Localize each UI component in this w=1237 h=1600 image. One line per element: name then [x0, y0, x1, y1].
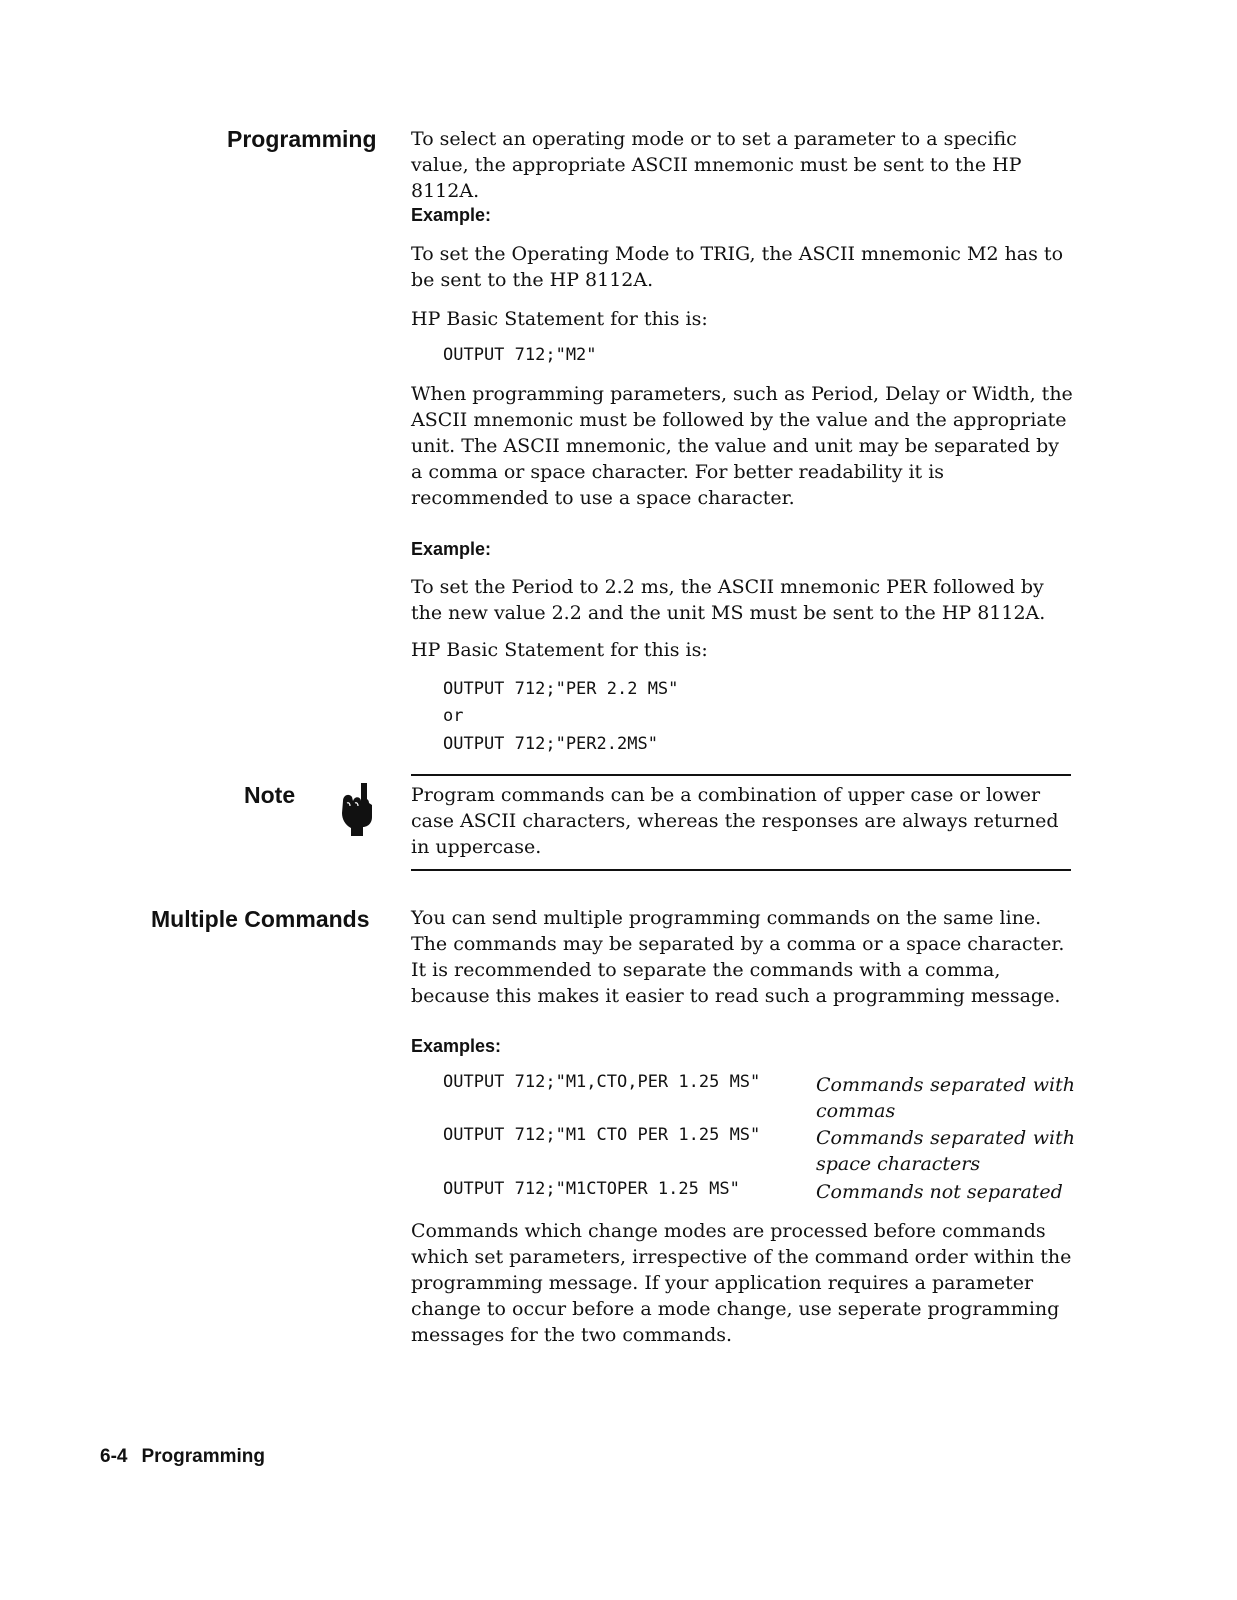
code-or: or — [443, 706, 464, 726]
note-text — [411, 782, 1071, 860]
example-code: OUTPUT 712;"M1,CTO,PER 1.25 MS" — [443, 1072, 761, 1092]
multiple-commands-intro-text: You can send multiple programming commands on the same line. The commands may be separated by a comma or a space character. It is recommended to separate the commands with a comma, because this makes it easier to read such a programming message. — [411, 907, 1065, 1007]
note-text-body: Program commands can be a combination of upper case or lower case ASCII characters, whereas the responses are always returned in uppercase. — [411, 784, 1059, 858]
footer-section: Programming — [141, 1446, 265, 1467]
example-label-1: Example: — [411, 205, 492, 225]
example-text-2-body: To set the Period to 2.2 ms, the ASCII mnemonic PER followed by the new value 2.2 and the unit MS must be sent to the HP 8112A. — [411, 576, 1046, 624]
pointing-hand-icon — [339, 781, 375, 842]
programming-intro — [411, 126, 1076, 204]
basic-statement-label-1-text: HP Basic Statement for this is: — [411, 308, 708, 330]
code-per-compact: OUTPUT 712;"PER2.2MS" — [443, 734, 658, 754]
example-text-1 — [411, 241, 1076, 293]
multiple-commands-intro — [411, 905, 1076, 1009]
note-bottom-rule — [411, 869, 1071, 871]
example-description: Commands not separated — [816, 1181, 1063, 1203]
basic-statement-label-1 — [411, 306, 1076, 332]
params-paragraph-text: When programming parameters, such as Period, Delay or Width, the ASCII mnemonic must be followed by the value and the appropriate unit. The ASCII mnemonic, the value and unit may be separated by a comma or space character. For better readability it is recommended to use a space character. — [411, 383, 1073, 509]
example-code: OUTPUT 712;"M1 CTO PER 1.25 MS" — [443, 1125, 761, 1145]
basic-statement-label-2-text: HP Basic Statement for this is: — [411, 639, 708, 661]
closing-paragraph-text: Commands which change modes are processed before commands which set parameters, irrespective of the command order within the programming message. If your application requires a parameter change to occur before a mode change, use seperate programming messages for the two commands. — [411, 1220, 1072, 1346]
params-paragraph — [411, 381, 1076, 511]
page-footer — [100, 1446, 279, 1468]
examples-label: Examples: — [411, 1036, 502, 1056]
programming-intro-text: To select an operating mode or to set a parameter to a specific value, the appropriate ASCII mnemonic must be sent to the HP 8112A. — [411, 128, 1022, 202]
example-text-2 — [411, 574, 1076, 626]
page-number: 6-4 — [100, 1446, 128, 1467]
example-code: OUTPUT 712;"M1CTOPER 1.25 MS" — [443, 1179, 740, 1199]
example-description: Commands separated with commas — [816, 1074, 1075, 1122]
example-text-1-body: To set the Operating Mode to TRIG, the ASCII mnemonic M2 has to be sent to the HP 8112A. — [411, 243, 1064, 291]
example-label-2: Example: — [411, 539, 492, 559]
note-heading: Note — [244, 782, 296, 808]
code-per-spaced: OUTPUT 712;"PER 2.2 MS" — [443, 679, 679, 699]
example-description: Commands separated with space characters — [816, 1127, 1075, 1175]
basic-statement-label-2 — [411, 637, 1076, 663]
note-top-rule — [411, 774, 1071, 776]
closing-paragraph — [411, 1218, 1076, 1348]
code-m2: OUTPUT 712;"M2" — [443, 345, 597, 365]
multiple-commands-heading: Multiple Commands — [151, 906, 370, 932]
programming-heading: Programming — [227, 126, 377, 152]
